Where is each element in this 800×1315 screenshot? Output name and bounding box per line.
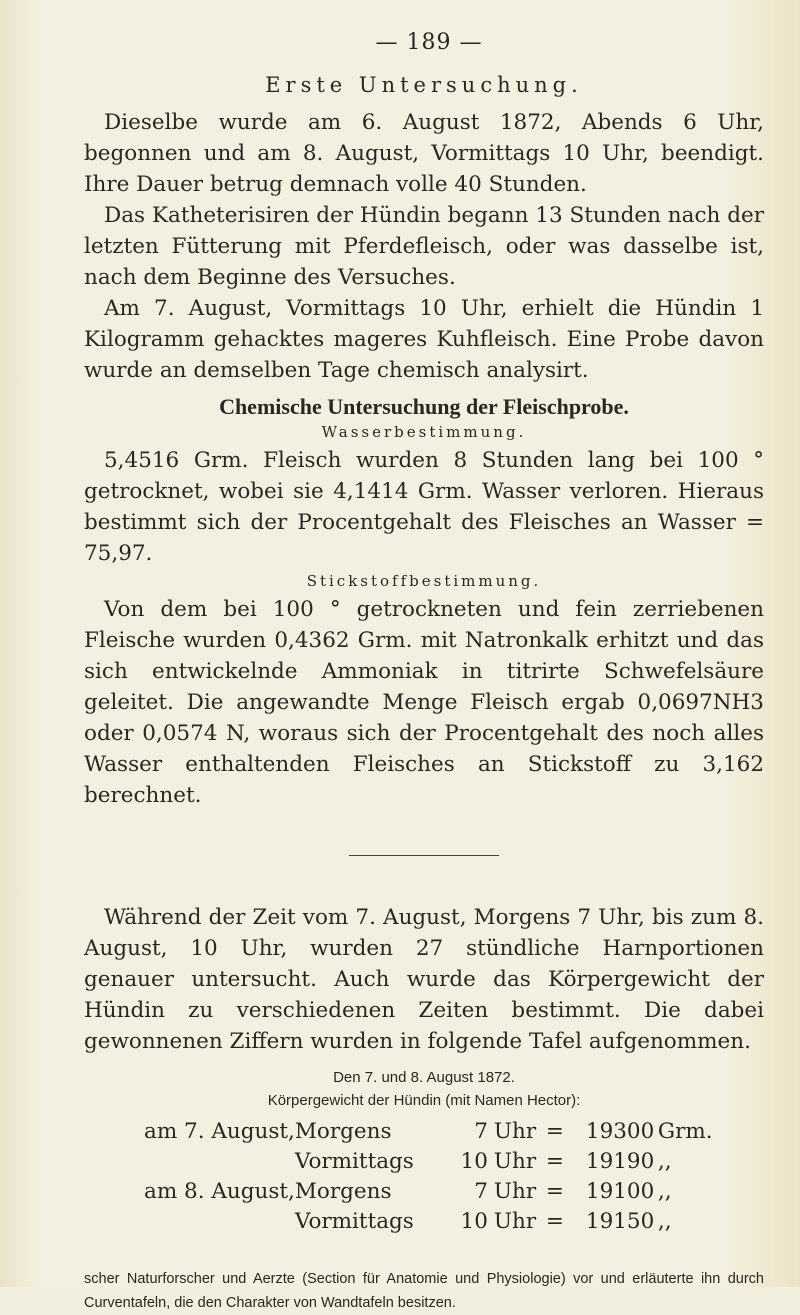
row-time: Vormittags — [294, 1209, 414, 1234]
page-content — [84, 30, 764, 1315]
row-value: 19300 — [585, 1119, 655, 1144]
table-row — [144, 1117, 713, 1147]
row-equals: = — [545, 1149, 564, 1174]
paragraph-1: Dieselbe wurde am 6. August 1872, Abends 6 Uhr, begonnen und am 8. August, Vormittags 10 Uhr, beendigt. Ihre Dauer betrug demnach volle 40 Stunden. — [84, 110, 764, 197]
nitrogen-heading: Stickstoffbestimmung. — [306, 572, 542, 590]
table-row — [144, 1147, 713, 1177]
row-hour: 10 — [460, 1149, 488, 1174]
row-time: Vormittags — [294, 1149, 414, 1174]
row-unit: Uhr — [493, 1179, 537, 1204]
row-suffix: ,, — [657, 1149, 672, 1174]
row-equals: = — [545, 1179, 564, 1204]
row-value: 19150 — [585, 1209, 655, 1234]
table-row — [144, 1207, 713, 1237]
section-title: Erste Untersuchung. — [265, 73, 583, 97]
paragraph-2: Das Katheterisiren der Hündin begann 13 Stunden nach der letzten Fütterung mit Pferdefleisch, oder was dasselbe ist, nach dem Beginne des Versuches. — [84, 203, 764, 290]
nitrogen-paragraph: Von dem bei 100 ° getrockneten und fein zerriebenen Fleische wurden 0,4362 Grm. mit Natronkalk erhitzt und das sich entwickelnde Ammoniak in titrirte Schwefelsäure geleitet. Die angewandte Menge Fleisch ergab 0,0697NH3 oder 0,0574 N, woraus sich der Procentgehalt des noch alles Wasser enthaltenden Fleisches an Stickstoff zu 3,162 berechnet. — [84, 597, 764, 808]
row-value: 19100 — [585, 1179, 655, 1204]
row-equals: = — [545, 1209, 564, 1234]
row-time: Morgens — [294, 1179, 392, 1204]
row-day — [144, 1207, 295, 1237]
row-time: Morgens — [294, 1119, 392, 1144]
water-heading: Wasserbestimmung. — [321, 423, 527, 441]
row-unit: Uhr — [493, 1209, 537, 1234]
row-day — [144, 1147, 295, 1177]
paragraph-after-rule: Während der Zeit vom 7. August, Morgens 7 Uhr, bis zum 8. August, 10 Uhr, wurden 27 stündliche Harnportionen genauer untersucht. Auch wurde das Körpergewicht der Hündin zu verschiedenen Zeiten bestimmt. Die dabei gewonnenen Ziffern wurden in folgende Tafel aufgenommen. — [84, 905, 764, 1054]
paragraph-3: Am 7. August, Vormittags 10 Uhr, erhielt die Hündin 1 Kilogramm gehacktes mageres Kuhfleisch. Eine Probe davon wurde an demselben Tage chemisch analysirt. — [84, 296, 764, 383]
row-hour: 7 — [474, 1179, 488, 1204]
row-unit: Uhr — [493, 1119, 537, 1144]
row-equals: = — [545, 1119, 564, 1144]
row-suffix: ,, — [657, 1209, 672, 1234]
row-day: am 7. August, — [144, 1119, 295, 1144]
table-heading-weight: Körpergewicht der Hündin (mit Namen Hector): — [267, 1092, 581, 1109]
page-number: — 189 — — [375, 30, 483, 55]
row-suffix: Grm. — [657, 1119, 713, 1144]
row-hour: 10 — [460, 1209, 488, 1234]
weight-table — [144, 1117, 713, 1237]
table-row — [144, 1177, 713, 1207]
section-divider — [349, 855, 499, 856]
row-unit: Uhr — [493, 1149, 537, 1174]
chem-analysis-title: Chemische Untersuchung der Fleischprobe. — [219, 394, 629, 419]
row-value: 19190 — [585, 1149, 655, 1174]
row-suffix: ,, — [657, 1179, 672, 1204]
row-day: am 8. August, — [144, 1179, 295, 1204]
water-paragraph: 5,4516 Grm. Fleisch wurden 8 Stunden lang bei 100 ° getrocknet, wobei sie 4,1414 Grm. Wasser verloren. Hieraus bestimmt sich der Procentgehalt des Fleisches an Wasser = 75,97. — [84, 448, 764, 566]
footnote: scher Naturforscher und Aerzte (Section für Anatomie und Physiologie) vor und erläuterte ihn durch Curventafeln, die den Charakter von Wandtafeln besitzen. — [84, 1271, 764, 1311]
table-heading-date: Den 7. und 8. August 1872. — [333, 1069, 515, 1086]
row-hour: 7 — [474, 1119, 488, 1144]
